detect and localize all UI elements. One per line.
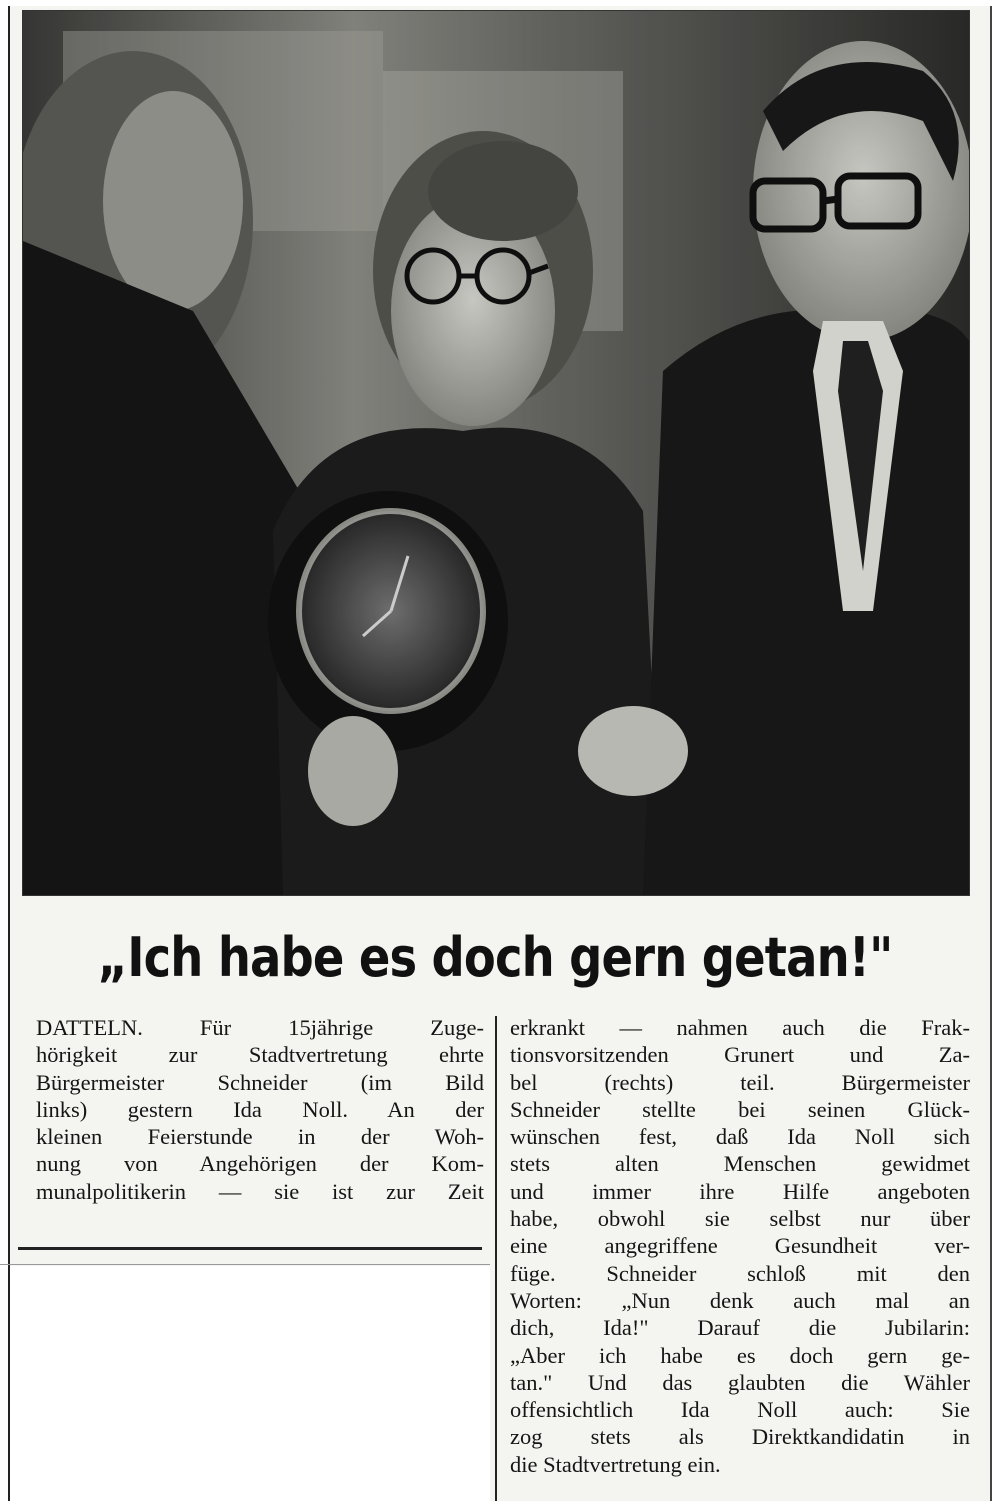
column-divider (495, 1016, 497, 1501)
body-line: „Aber ich habe es doch gern ge- (510, 1342, 970, 1368)
right-border-rule (990, 6, 992, 1501)
body-line: tionsvorsitzenden Grunert und Za- (510, 1042, 970, 1068)
body-line: stets alten Menschen gewidmet (510, 1151, 970, 1177)
article-body-right-column (510, 1014, 970, 1478)
body-line: kleinen Feierstunde in der Woh- (36, 1124, 484, 1150)
body-line: offensichtlich Ida Noll auch: Sie (510, 1397, 970, 1423)
body-line: munalpolitikerin — sie ist zur Zeit (36, 1178, 484, 1204)
body-line: Worten: „Nun denk auch mal an (510, 1287, 970, 1313)
body-line: wünschen fest, daß Ida Noll sich (510, 1124, 970, 1150)
body-line: DATTELN. Für 15jährige Zuge- (36, 1015, 484, 1040)
body-line: bel (rechts) teil. Bürgermeister (510, 1069, 970, 1095)
article-body-left-column (36, 1014, 484, 1205)
body-line: dich, Ida!" Darauf die Jubilarin: (510, 1315, 970, 1341)
body-line: tan." Und das glaubten die Wähler (510, 1369, 970, 1395)
body-line: habe, obwohl sie selbst nur über (510, 1206, 970, 1232)
photo-illustration (23, 11, 969, 895)
body-line: nung von Angehörigen der Kom- (36, 1151, 484, 1177)
body-line: erkrankt — nahmen auch die Frak- (510, 1015, 970, 1040)
article-end-rule (18, 1247, 482, 1250)
body-line: links) gestern Ida Noll. An der (36, 1096, 484, 1122)
body-line-last: die Stadtvertretung ein. (510, 1451, 721, 1477)
clipping-cut-edge (0, 1264, 490, 1265)
body-line: eine angegriffene Gesundheit ver- (510, 1233, 970, 1259)
body-line: und immer ihre Hilfe angeboten (510, 1178, 970, 1204)
body-line: Bürgermeister Schneider (im Bild (36, 1069, 484, 1095)
body-line: zog stets als Direktkandidatin in (510, 1424, 970, 1450)
left-border-rule (8, 6, 10, 1501)
article-headline: „Ich habe es doch gern getan!" (97, 926, 893, 989)
article-photo (22, 10, 970, 896)
body-line: Schneider stellte bei seinen Glück- (510, 1096, 970, 1122)
body-line: füge. Schneider schloß mit den (510, 1260, 970, 1286)
body-line: hörigkeit zur Stadtvertretung ehrte (36, 1042, 484, 1068)
